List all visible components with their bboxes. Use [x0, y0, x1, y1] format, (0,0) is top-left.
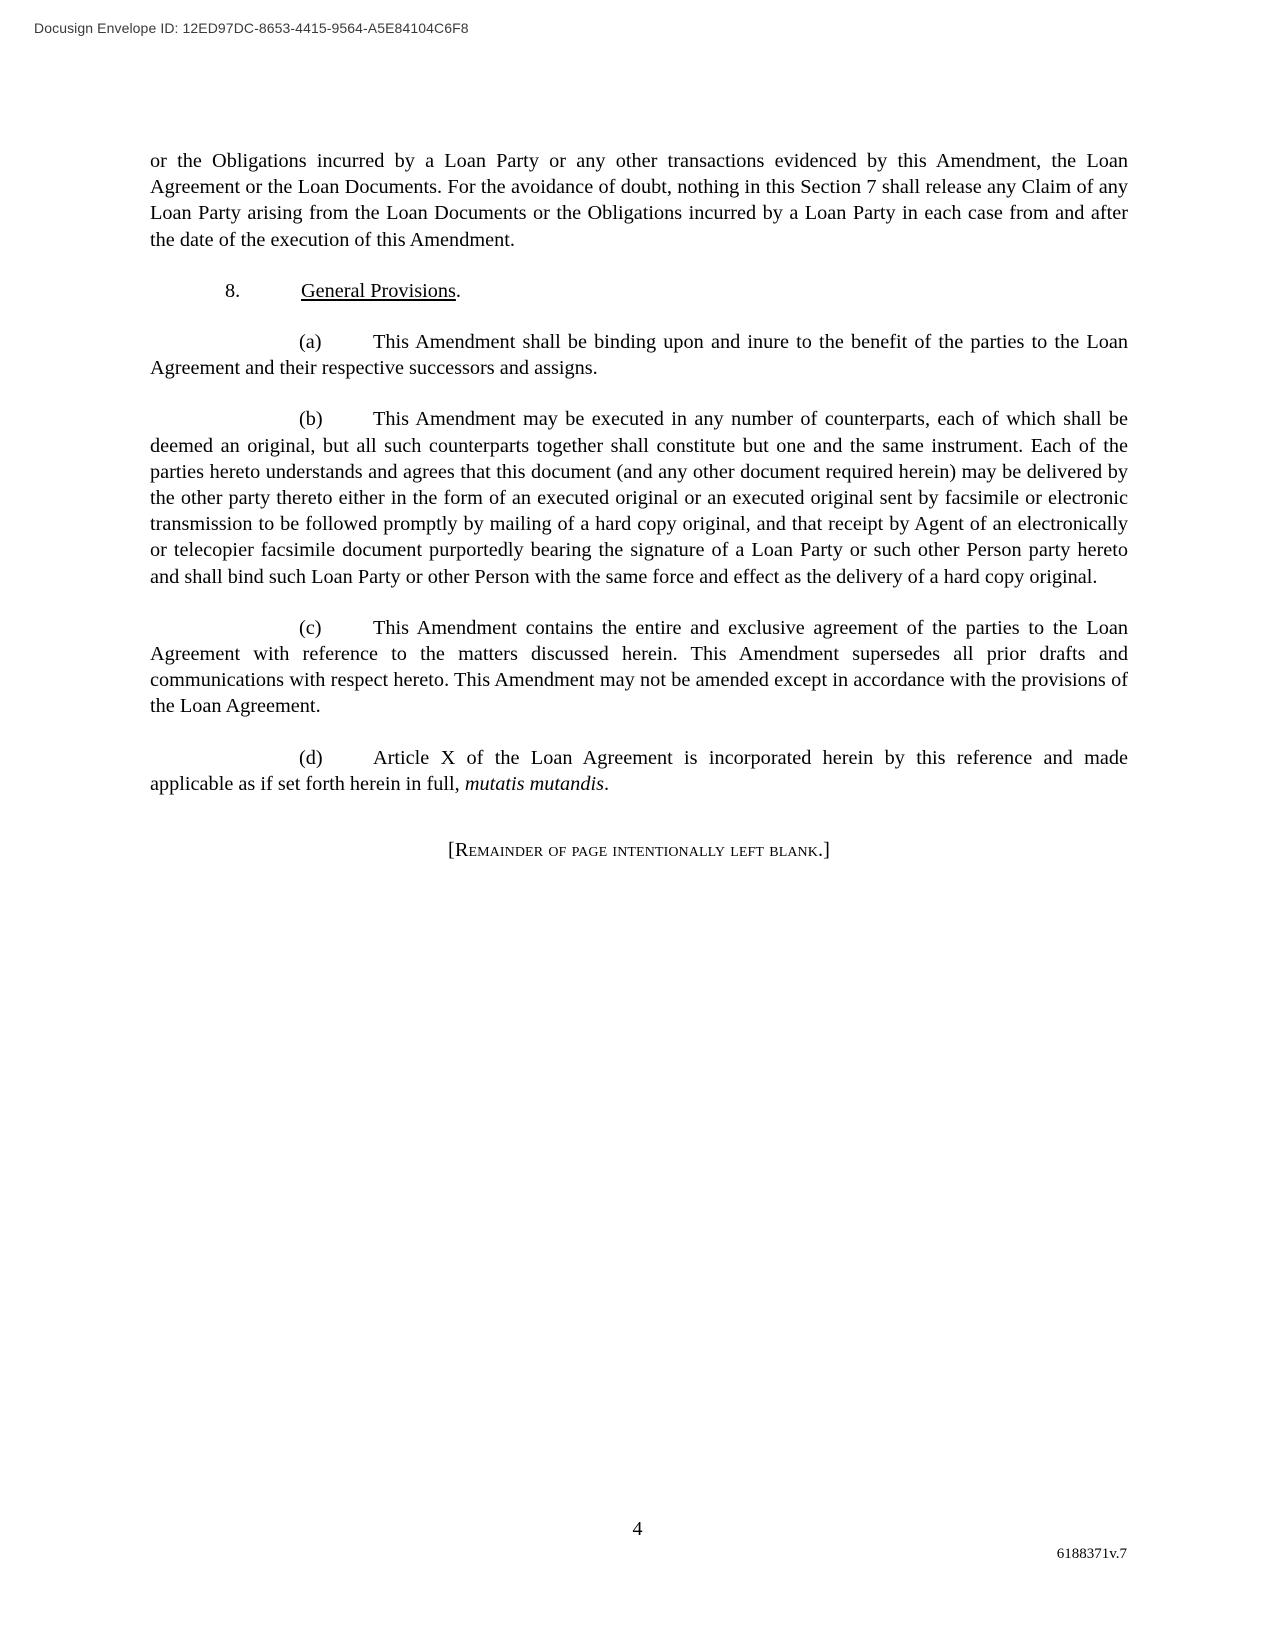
subsection-text-suffix: . — [604, 772, 610, 795]
subsection-mark: (c) — [299, 616, 322, 639]
subsection-mark: (b) — [299, 408, 323, 431]
section-number: 8. — [225, 279, 241, 302]
subsection-mark: (a) — [299, 331, 322, 354]
remainder-blank-note: [Remainder of page intentionally left blank.] — [447, 839, 830, 862]
section-title: General Provisions — [301, 279, 456, 302]
document-version: 6188371v.7 — [1056, 1546, 1127, 1562]
document-body — [150, 148, 1128, 863]
subsection-text: This Amendment may be executed in any number of counterparts, each of which shall be deemed an original, but all such counterparts together shall constitute but one and the same instrument. Each of the parties hereto understands and agrees that this document (and any other document required herein) may be delivered by the other party thereto either in the form of an executed original or an executed original sent by facsimile or electronic transmission to be followed promptly by mailing of a hard copy original, and that receipt by Agent of an electronically or telecopier facsimile document purportedly bearing the signature of a Loan Party or such other Person party hereto and shall bind such Loan Party or other Person with the same force and effect as the delivery of a hard copy original. — [150, 408, 1128, 588]
subsection-a — [150, 329, 1128, 381]
subsection-text: This Amendment contains the entire and exclusive agreement of the parties to the Loan Agreement with reference to the matters discussed herein. This Amendment supersedes all prior drafts and communications with respect hereto. This Amendment may not be amended except in accordance with the provisions of the Loan Agreement. — [150, 616, 1128, 718]
page-number: 4 — [632, 1518, 643, 1540]
subsection-text: This Amendment shall be binding upon and inure to the benefit of the parties to the Loan Agreement and their respective successors and assigns. — [150, 331, 1128, 380]
section-heading — [150, 278, 1128, 304]
envelope-id: Docusign Envelope ID: 12ED97DC-8653-4415-9564-A5E84104C6F8 — [34, 20, 469, 36]
subsection-c — [150, 615, 1128, 720]
section-title-suffix: . — [455, 279, 461, 302]
subsection-text: Article X of the Loan Agreement is incorporated herein by this reference and made applicable as if set forth herein in full, — [150, 746, 1128, 795]
subsection-d — [150, 745, 1128, 797]
subsection-italic-phrase: mutatis mutandis — [464, 772, 604, 795]
intro-paragraph: or the Obligations incurred by a Loan Party or any other transactions evidenced by this Amendment, the Loan Agreement or the Loan Documents. For the avoidance of doubt, nothing in this Section 7 shall release any Claim of any Loan Party arising from the Loan Documents or the Obligations incurred by a Loan Party in each case from and after the date of the execution of this Amendment. — [150, 150, 1128, 251]
subsection-b — [150, 406, 1128, 589]
subsection-mark: (d) — [299, 746, 323, 769]
